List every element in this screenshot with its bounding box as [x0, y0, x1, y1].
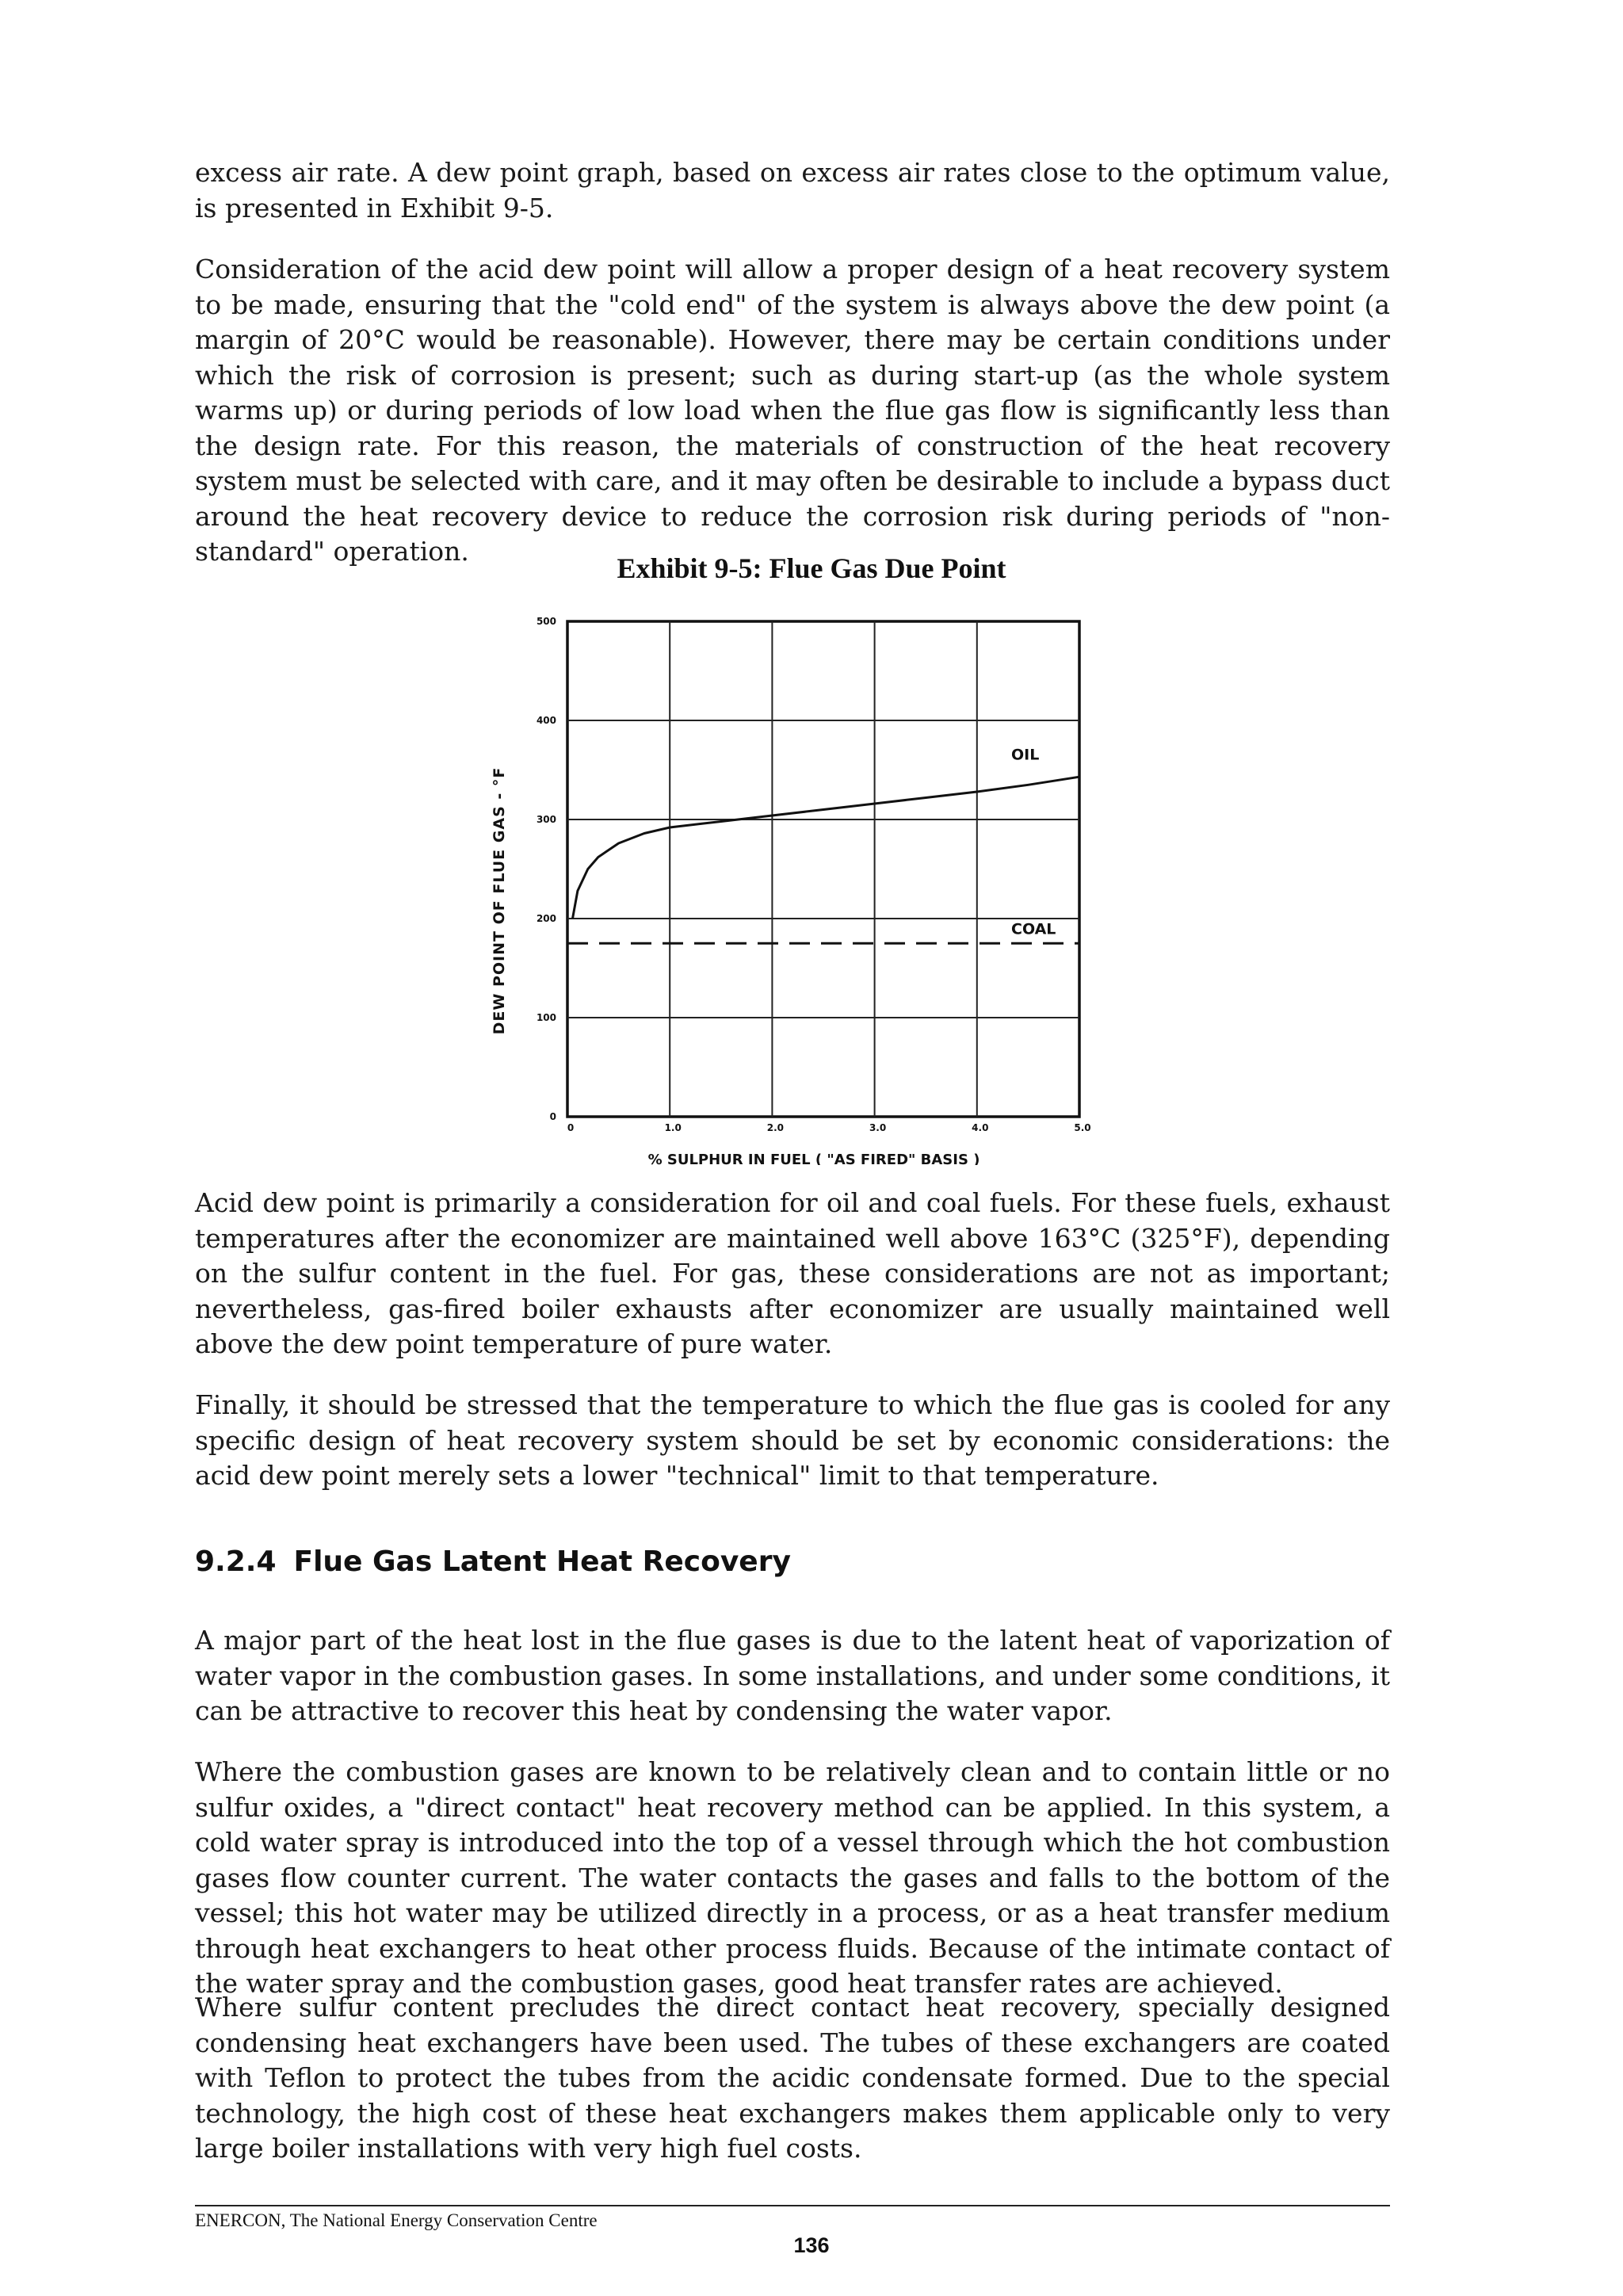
footer-organization: ENERCON, The National Energy Conservation Centre [195, 2210, 598, 2230]
paragraph-direct-contact: Where the combustion gases are known to be relatively clean and to contain little or no sulfur oxides, a "direct contact" heat recovery method can be applied. In this system, a cold water spray is introduced into the top of a vessel through which the hot combustion gases flow counter current. The water contacts the gases and falls to the bottom of the vessel; this hot water may be utilized directly in a process, or as a heat transfer medium through heat exchangers to heat other process fluids. Because of the intimate contact of the water spray and the combustion gases, good heat transfer rates are achieved. [195, 1756, 1390, 1999]
paragraph-condensing-exchangers: Where sulfur content precludes the direct contact heat recovery, specially designed condensing heat exchangers have been used. The tubes of these exchangers are coated with Teflon to protect the tubes from the acidic condensate formed. Due to the special technology, the high cost of these heat exchangers makes them applicable only to very large boiler installations with very high fuel costs. [195, 1992, 1390, 2164]
page-number: 136 [793, 2233, 830, 2257]
coal-series-label: COAL [1011, 920, 1056, 938]
footer-divider [195, 2205, 1390, 2206]
x-tick-label: 5.0 [1074, 1122, 1091, 1133]
x-tick-label: 0 [567, 1122, 575, 1133]
x-tick-label: 2.0 [766, 1122, 785, 1133]
oil-series-line [573, 777, 1080, 919]
y-tick-label: 500 [536, 616, 556, 627]
section-heading [195, 1545, 791, 1578]
x-axis-label: % SULPHUR IN FUEL ( "AS FIRED" BASIS ) [647, 1152, 980, 1165]
oil-series-label: OIL [1011, 746, 1040, 764]
chart-grid [567, 621, 1079, 1117]
paragraph-latent-heat: A major part of the heat lost in the flue gases is due to the latent heat of vaporization of water vapor in the combustion gases. In some installations, and under some conditions, it can be attractive to recover this heat by condensing the water vapor. [195, 1625, 1390, 1726]
x-tick-label: 3.0 [869, 1122, 887, 1133]
chart-ticks [537, 616, 1091, 1133]
chart-series [567, 746, 1079, 943]
paragraph-oil-coal-fuels: Acid dew point is primarily a consideration for oil and coal fuels. For these fuels, exhaust temperatures after the economizer are maintained well above 163°C (325°F), depending on the sulfur content in the fuel. For gas, these considerations are not as important; nevertheless, gas-fired boiler exhausts after economizer are usually maintained well above the dew point temperature of pure water. [195, 1187, 1390, 1359]
section-number: 9.2.4 [195, 1545, 277, 1578]
y-tick-label: 0 [549, 1111, 556, 1122]
y-axis-label: DEW POINT OF FLUE GAS - °F [491, 766, 508, 1035]
y-tick-label: 100 [536, 1012, 556, 1023]
plot-frame [567, 621, 1079, 1117]
dew-point-chart [485, 602, 1135, 1165]
paragraph-excess-air: excess air rate. A dew point graph, based on excess air rates close to the optimum value, is presented in Exhibit 9-5. [195, 157, 1390, 223]
exhibit-caption: Exhibit 9-5: Flue Gas Due Point [617, 552, 1006, 584]
x-tick-label: 4.0 [972, 1122, 989, 1133]
section-title: Flue Gas Latent Heat Recovery [293, 1545, 791, 1578]
y-tick-label: 200 [536, 913, 556, 924]
y-tick-label: 300 [536, 814, 556, 825]
y-tick-label: 400 [536, 715, 556, 726]
paragraph-economic-considerations: Finally, it should be stressed that the temperature to which the flue gas is cooled for any specific design of heat recovery system should be set by economic considerations: the acid dew point merely sets a lower "technical" limit to that temperature. [195, 1389, 1390, 1491]
x-tick-label: 1.0 [664, 1122, 682, 1133]
paragraph-acid-dew-point-design: Consideration of the acid dew point will allow a proper design of a heat recovery system to be made, ensuring that the "cold end" of the system is always above the dew point (a margin of 20°C would be reasonable). However, there may be certain conditions under which the risk of corrosion is present; such as during start-up (as the whole system warms up) or during periods of low load when the flue gas flow is significantly less than the design rate. For this reason, the materials of construction of the heat recovery system must be selected with care, and it may often be desirable to include a bypass duct around the heat recovery device to reduce the corrosion risk during periods of "non-standard" operation. [195, 254, 1390, 567]
